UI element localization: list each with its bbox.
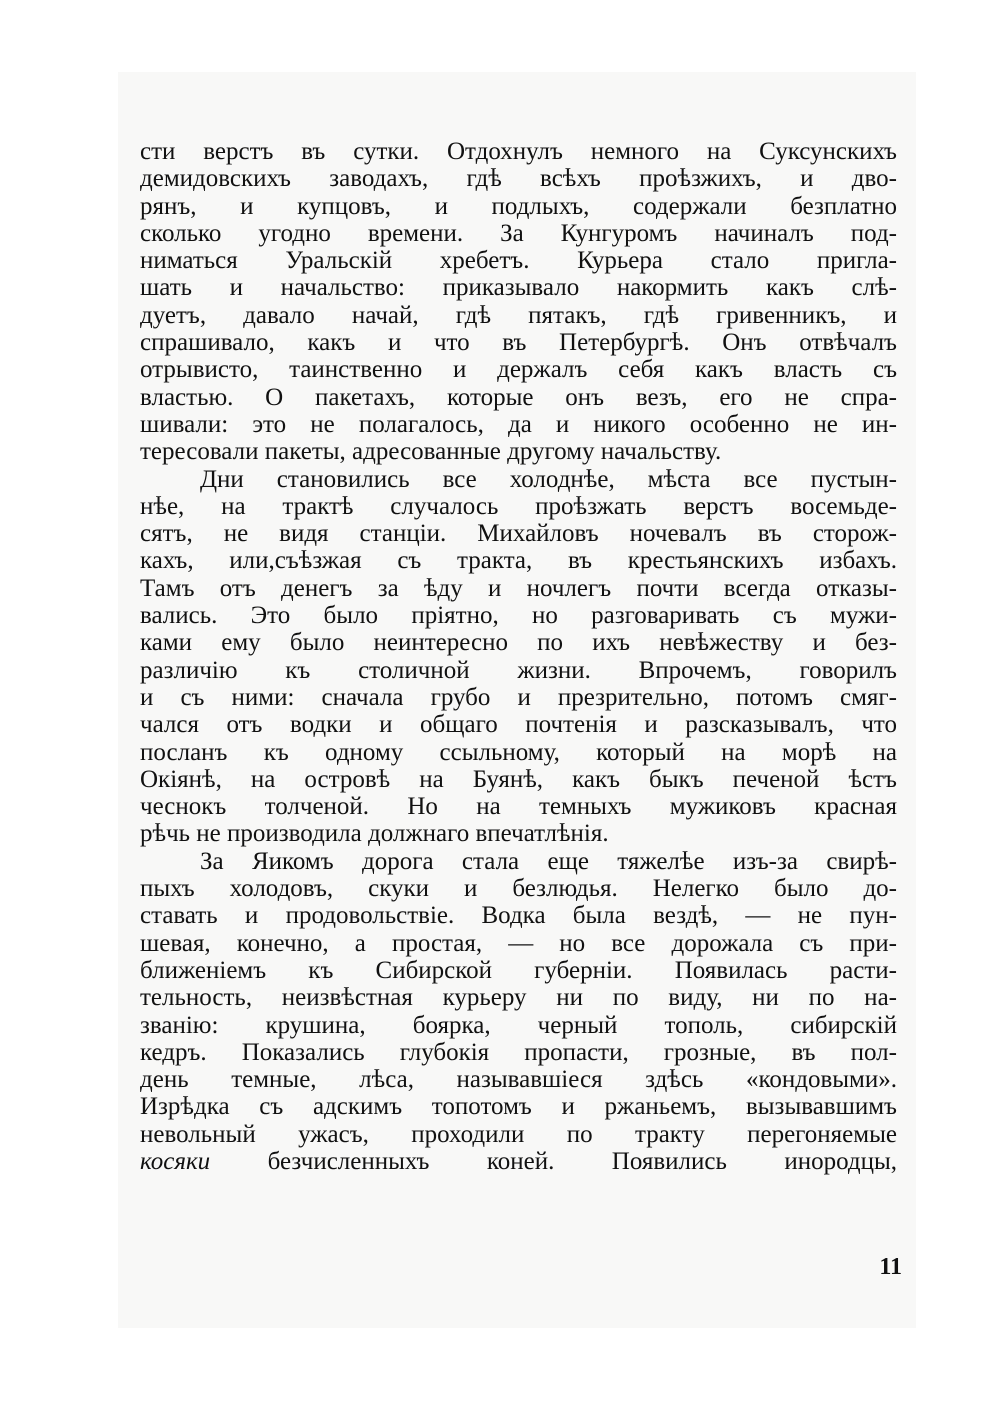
text-line: ками ему было неинтересно по ихъ невѣжеству и без-: [140, 629, 897, 657]
text-line: Дни становились все холоднѣе, мѣста все пустын-: [200, 465, 897, 493]
text-line: [140, 1148, 897, 1175]
paragraph-2: [140, 466, 897, 848]
text-line: различію къ столичной жизни. Впрочемъ, говорилъ: [140, 656, 897, 684]
text-line: властью. О пакетахъ, которые онъ везъ, его не спра-: [140, 383, 897, 411]
text-line: За Яикомъ дорога стала еще тяжелѣе изъ-за свирѣ-: [200, 847, 897, 875]
text-line: Тамъ отъ денегъ за ѣду и ночлегъ почти всегда отказы-: [140, 574, 897, 602]
paragraph-3: [140, 848, 897, 1176]
text-line: ставать и продовольствіе. Водка была вездѣ, — не пун-: [140, 902, 897, 930]
paragraph-1: [140, 138, 897, 466]
text-line: рѣчь не производила должнаго впечатлѣнія.: [140, 820, 609, 848]
text-line: тересовали пакеты, адресованные другому начальству.: [140, 438, 722, 466]
text-line: спрашивало, какъ и что въ Петербургѣ. Онъ отвѣчалъ: [140, 329, 897, 357]
text-line: сти верстъ въ сутки. Отдохнулъ немного на Суксунскихъ: [140, 138, 897, 165]
text-line: шивали: это не полагалось, да и никого особенно не ин-: [140, 410, 897, 438]
text-line: ближеніемъ къ Сибирской губерніи. Появилась расти-: [140, 956, 897, 984]
text-line: невольный ужасъ, проходили по тракту перегоняемые: [140, 1120, 897, 1148]
text-line: дуетъ, давало начай, гдѣ пятакъ, гдѣ гривенникъ, и: [140, 301, 897, 329]
text-line: чался отъ водки и общаго почтенія и разсказывалъ, что: [140, 711, 897, 739]
text-line: кахъ, или,съѣзжая съ тракта, въ крестьянскихъ избахъ.: [140, 547, 897, 575]
text-line: Окіянѣ, на островѣ на Буянѣ, какъ быкъ печеной ѣстъ: [140, 765, 897, 793]
text-line: рянъ, и купцовъ, и подлыхъ, содержали безплатно: [140, 192, 897, 220]
italic-word: косяки: [140, 1147, 211, 1175]
text-line: нѣе, на трактѣ случалось проѣзжать верстъ восемьде-: [140, 492, 897, 520]
text-line: сятъ, не видя станціи. Михайловъ ночевалъ въ сторож-: [140, 520, 897, 548]
text-line: кедръ. Показались глубокія пропасти, грозные, въ пол-: [140, 1038, 897, 1066]
text-line: чеснокъ толченой. Но на темныхъ мужиковъ красная: [140, 793, 897, 821]
text-line: отрывисто, таинственно и держалъ себя какъ власть съ: [140, 356, 897, 384]
text-line: званію: крушина, боярка, черный тополь, сибирскій: [140, 1011, 897, 1039]
text-line: посланъ къ одному ссыльному, который на морѣ на: [140, 738, 897, 766]
text-line: вались. Это было пріятно, но разговаривать съ мужи-: [140, 602, 897, 630]
text-line: сколько угодно времени. За Кунгуромъ начиналъ под-: [140, 219, 897, 247]
text-line-rest: безчисленныхъ коней. Появились инородцы,: [210, 1147, 897, 1175]
text-line: тельность, неизвѣстная курьеру ни по виду, ни по на-: [140, 984, 897, 1012]
text-line: и съ ними: сначала грубо и презрительно, потомъ смяг-: [140, 683, 897, 711]
page-number: 11: [879, 1254, 902, 1280]
text-line: Изрѣдка съ адскимъ топотомъ и ржаньемъ, вызывавшимъ: [140, 1093, 897, 1121]
text-line: шевая, конечно, а простая, — но все дорожала съ при-: [140, 929, 897, 957]
text-line: пыхъ холодовъ, скуки и безлюдья. Нелегко было до-: [140, 875, 897, 903]
text-line: демидовскихъ заводахъ, гдѣ всѣхъ проѣзжихъ, и дво-: [140, 165, 897, 193]
page-text: [140, 138, 897, 1175]
text-line: день темные, лѣса, называвшіеся здѣсь «кондовыми».: [140, 1066, 897, 1094]
text-line: ниматься Уральскій хребетъ. Курьера стало пригла-: [140, 247, 897, 275]
text-line: шать и начальство: приказывало накормить какъ слѣ-: [140, 274, 897, 302]
